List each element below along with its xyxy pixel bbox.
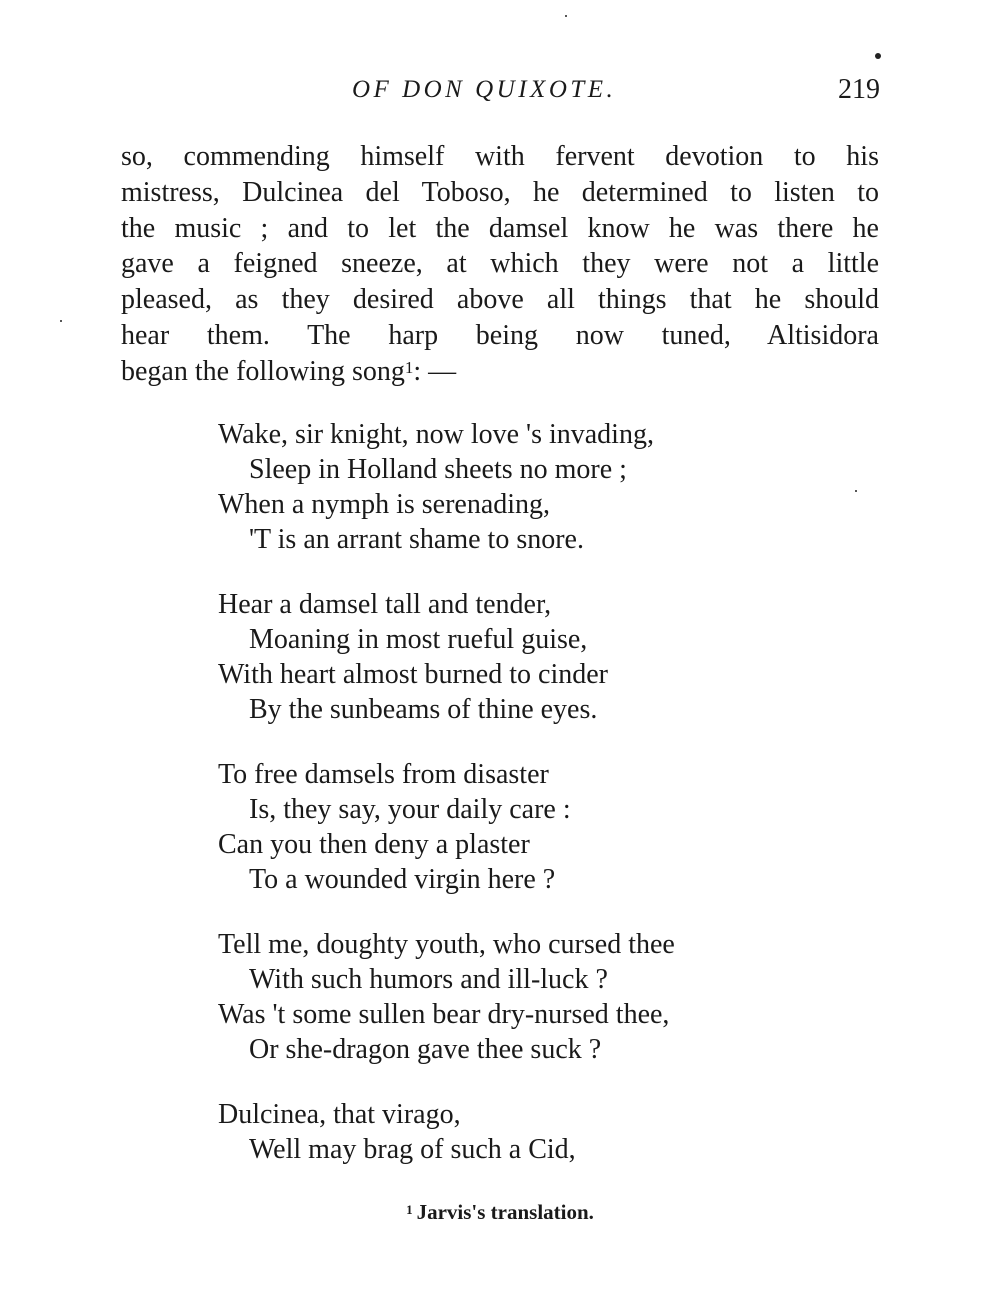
- verse-line: To a wounded virgin here ?: [249, 864, 556, 895]
- verse-line: When a nymph is serenading,: [218, 489, 551, 520]
- footnote-text: Jarvis's translation.: [416, 1200, 594, 1224]
- footnote-reference[interactable]: 1: [404, 357, 414, 377]
- prose-line: the music ; and to let the damsel know he was there he: [121, 212, 879, 244]
- verse-line: Is, they say, your daily care :: [249, 794, 571, 825]
- footnote-marker: 1: [406, 1202, 413, 1217]
- verse-line: Can you then deny a plaster: [218, 829, 530, 860]
- print-speck: [855, 490, 857, 492]
- verse-line: Wake, sir knight, now love 's invading,: [218, 419, 654, 450]
- stanza: [218, 757, 675, 897]
- stanza: [218, 927, 675, 1067]
- verse-line: Moaning in most rueful guise,: [249, 624, 588, 655]
- verse-line: Tell me, doughty youth, who cursed thee: [218, 929, 675, 960]
- stanza: [218, 1097, 675, 1167]
- page-header: [120, 72, 880, 112]
- prose-line: so, commending himself with fervent devotion to his: [121, 141, 879, 172]
- print-speck: [60, 320, 62, 322]
- verse-line: Well may brag of such a Cid,: [249, 1134, 576, 1165]
- verse-line: By the sunbeams of thine eyes.: [249, 694, 598, 725]
- prose-line: gave a feigned sneeze, at which they were not a little: [121, 248, 879, 280]
- verse-line: With heart almost burned to cinder: [218, 659, 608, 690]
- verse-line: Dulcinea, that virago,: [218, 1099, 461, 1130]
- print-speck: [565, 15, 567, 17]
- footnote: [0, 1200, 1000, 1225]
- prose-line-tail: : —: [413, 355, 457, 387]
- prose-paragraph: [121, 139, 879, 390]
- prose-line: pleased, as they desired above all things that he should: [121, 284, 879, 316]
- running-head: OF DON QUIXOTE.: [352, 76, 617, 103]
- prose-line: mistress, Dulcinea del Toboso, he determined to listen to: [121, 176, 879, 208]
- page-number: 219: [838, 74, 880, 105]
- verse-line: With such humors and ill-luck ?: [249, 964, 608, 995]
- stanza: [218, 587, 675, 727]
- verse-line: Was 't some sullen bear dry-nursed thee,: [218, 999, 670, 1030]
- verse-line: To free damsels from disaster: [218, 759, 549, 790]
- prose-line: hear them. The harp being now tuned, Altisidora: [121, 319, 879, 351]
- verse-line: 'T is an arrant shame to snore.: [249, 524, 584, 555]
- verse-line: Or she-dragon gave thee suck ?: [249, 1034, 602, 1065]
- verse-line: Hear a damsel tall and tender,: [218, 589, 552, 620]
- poem: [218, 417, 675, 1197]
- prose-line-last: [121, 354, 879, 390]
- print-speck: [875, 53, 881, 59]
- prose-line-text: began the following song: [121, 355, 405, 387]
- verse-line: Sleep in Holland sheets no more ;: [249, 454, 627, 485]
- stanza: [218, 417, 675, 557]
